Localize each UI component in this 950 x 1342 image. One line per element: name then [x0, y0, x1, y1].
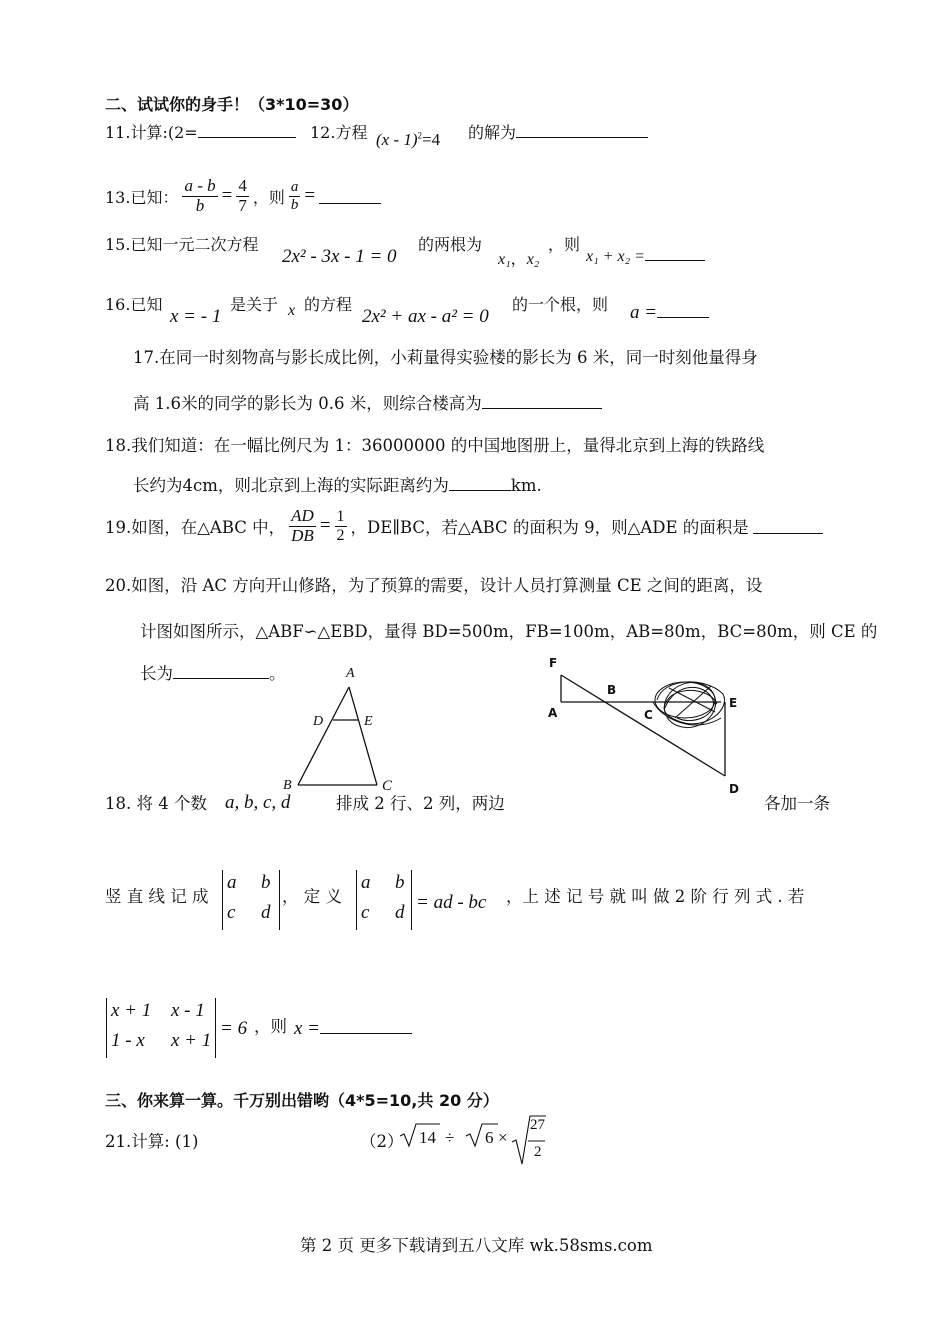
q16-equation: 2x² + ax - a² = 0 — [362, 306, 489, 327]
q19-value: $\frac{1}{2}$ — [336, 508, 345, 544]
q16-var: x — [288, 302, 296, 319]
q16-x: x = - 1 — [170, 306, 222, 327]
page-footer: 第 2 页 更多下载请到五八文库 wk.58sms.com — [300, 1236, 653, 1255]
determinant-2: a b c d — [356, 870, 412, 930]
q18b-end: 各加一条 — [764, 794, 830, 813]
question-20-line1: 20.如图，沿 AC 方向开山修路，为了预算的需要，设计人员打算测量 CE 之间的距离，设 — [105, 576, 763, 595]
q15-mid: 的两根为 — [418, 235, 483, 254]
determinant-1: a b c d — [222, 870, 280, 930]
q21-sqrt6: 6 — [485, 1128, 494, 1147]
q13-fraction: $\frac{a - b}{b}$ — [184, 176, 216, 215]
q15-then: ，则 — [548, 235, 581, 254]
triangle-side-ab — [298, 687, 349, 785]
q15-roots: x₁，x₂ — [498, 251, 540, 268]
question-20-line3: 长为 。 — [140, 664, 286, 683]
road-label-d: D — [729, 782, 739, 796]
segment-fd — [561, 675, 725, 776]
q16-mid1: 是关于 — [230, 295, 279, 314]
question-16: 16.已知 — [105, 295, 163, 314]
q12-equation: (x - 1)$^2$=4 — [376, 130, 441, 149]
answer-blank — [449, 476, 511, 491]
mountain-scribble — [653, 675, 724, 734]
det3-rhs: = 6 — [220, 1018, 248, 1039]
answer-blank — [482, 394, 602, 409]
determinant-3: x + 1 x - 1 1 - x x + 1 — [106, 998, 216, 1058]
q13-value: $\frac{4}{7}$ — [238, 176, 247, 215]
det-definition: = ad - bc — [416, 892, 487, 913]
q19-fraction: $\frac{AD}{DB}$ — [291, 506, 314, 545]
q18b-mid: 排成 2 行、2 列，两边 — [336, 794, 505, 813]
tri-label-d: D — [313, 714, 324, 729]
question-18-line1: 18.我们知道：在一幅比例尺为 1：36000000 的中国地图册上，量得北京到上海的铁路线 — [105, 436, 765, 455]
answer-blank — [320, 1019, 412, 1034]
question-20-line2: 计图如图所示，△ABF∽△EBD，量得 BD=500m，FB=100m，AB=80m，BC=80m，则 CE 的 — [140, 622, 878, 641]
q21-frac-num: 27 — [530, 1117, 545, 1133]
question-21-part2: （2） — [360, 1132, 404, 1151]
question-12: 12.方程 — [310, 123, 368, 142]
det-line-prefix: 竖 直 线 记 成 — [105, 887, 209, 906]
det3-x: x = — [294, 1018, 412, 1040]
question-15: 15.已知一元二次方程 — [105, 235, 259, 254]
q21-frac-den: 2 — [534, 1144, 542, 1160]
q21-div: ÷ — [445, 1128, 455, 1147]
question-17-line1: 17.在同一时刻物高与影长成比例，小莉量得实验楼的影长为 6 米，同一时刻他量得身 — [133, 348, 758, 367]
q16-mid2: 的方程 — [304, 295, 353, 314]
answer-blank — [319, 189, 381, 204]
road-label-f: F — [549, 656, 558, 670]
section-title: 二、试试你的身手！（3*10=30） — [105, 95, 359, 114]
q12-suffix: 的解为 — [468, 120, 648, 143]
question-17-line2: 高 1.6米的同学的影长为 0.6 米，则综合楼高为 — [133, 390, 602, 414]
triangle-figure — [280, 665, 410, 795]
question-21: 21.计算: (1) — [105, 1132, 199, 1151]
det-mid: ， 定 义 — [282, 887, 342, 906]
question-19: 19.如图，在△ABC 中， $\frac{AD}{DB}$ = $\frac{1}{2}$ ，DE∥BC，若△ABC 的面积为 9，则△ADE 的面积是 — [105, 507, 823, 545]
det3-then: ，则 — [254, 1017, 287, 1036]
q21-sqrt14: 14 — [419, 1128, 436, 1147]
answer-blank — [516, 123, 648, 138]
det-line-suffix: ，上 述 记 号 就 叫 做 2 阶 行 列 式 . 若 — [506, 887, 805, 906]
road-label-e: E — [729, 696, 738, 710]
tri-label-c: C — [382, 778, 393, 794]
q15-equation: 2x² - 3x - 1 = 0 — [282, 246, 397, 267]
answer-blank — [198, 123, 296, 138]
tri-label-a: A — [346, 666, 355, 681]
q16-mid3: 的一个根，则 — [512, 295, 609, 314]
q18b-vars: a, b, c, d — [225, 792, 291, 813]
question-11: 11.计算:(2= — [105, 120, 296, 143]
answer-blank — [645, 246, 705, 261]
triangle-side-ac — [349, 687, 377, 785]
answer-blank — [753, 519, 823, 534]
road-figure — [545, 660, 745, 800]
q16-a: a = — [630, 302, 709, 324]
question-18b: 18. 将 4 个数 — [105, 794, 207, 813]
tri-label-e: E — [364, 714, 373, 729]
q15-sum: x₁ + x₂ = — [586, 246, 705, 266]
answer-blank — [657, 303, 709, 318]
tri-label-b: B — [283, 778, 292, 793]
question-13: 13.已知： $\frac{a - b}{b}$ = $\frac{4}{7}$ ，则 $\frac{a}{b}$ = — [105, 177, 381, 215]
answer-blank — [173, 664, 269, 679]
q13-target: $\frac{a}{b}$ — [290, 179, 299, 213]
road-label-c: C — [644, 708, 653, 722]
question-18-line2: 长约为4cm，则北京到上海的实际距离约为 km. — [133, 476, 542, 495]
road-label-b: B — [607, 683, 617, 697]
section-title-3: 三、你来算一算。千万别出错哟（4*5=10,共 20 分） — [105, 1091, 499, 1110]
q21-times: × — [498, 1128, 508, 1147]
road-label-a: A — [548, 706, 558, 720]
